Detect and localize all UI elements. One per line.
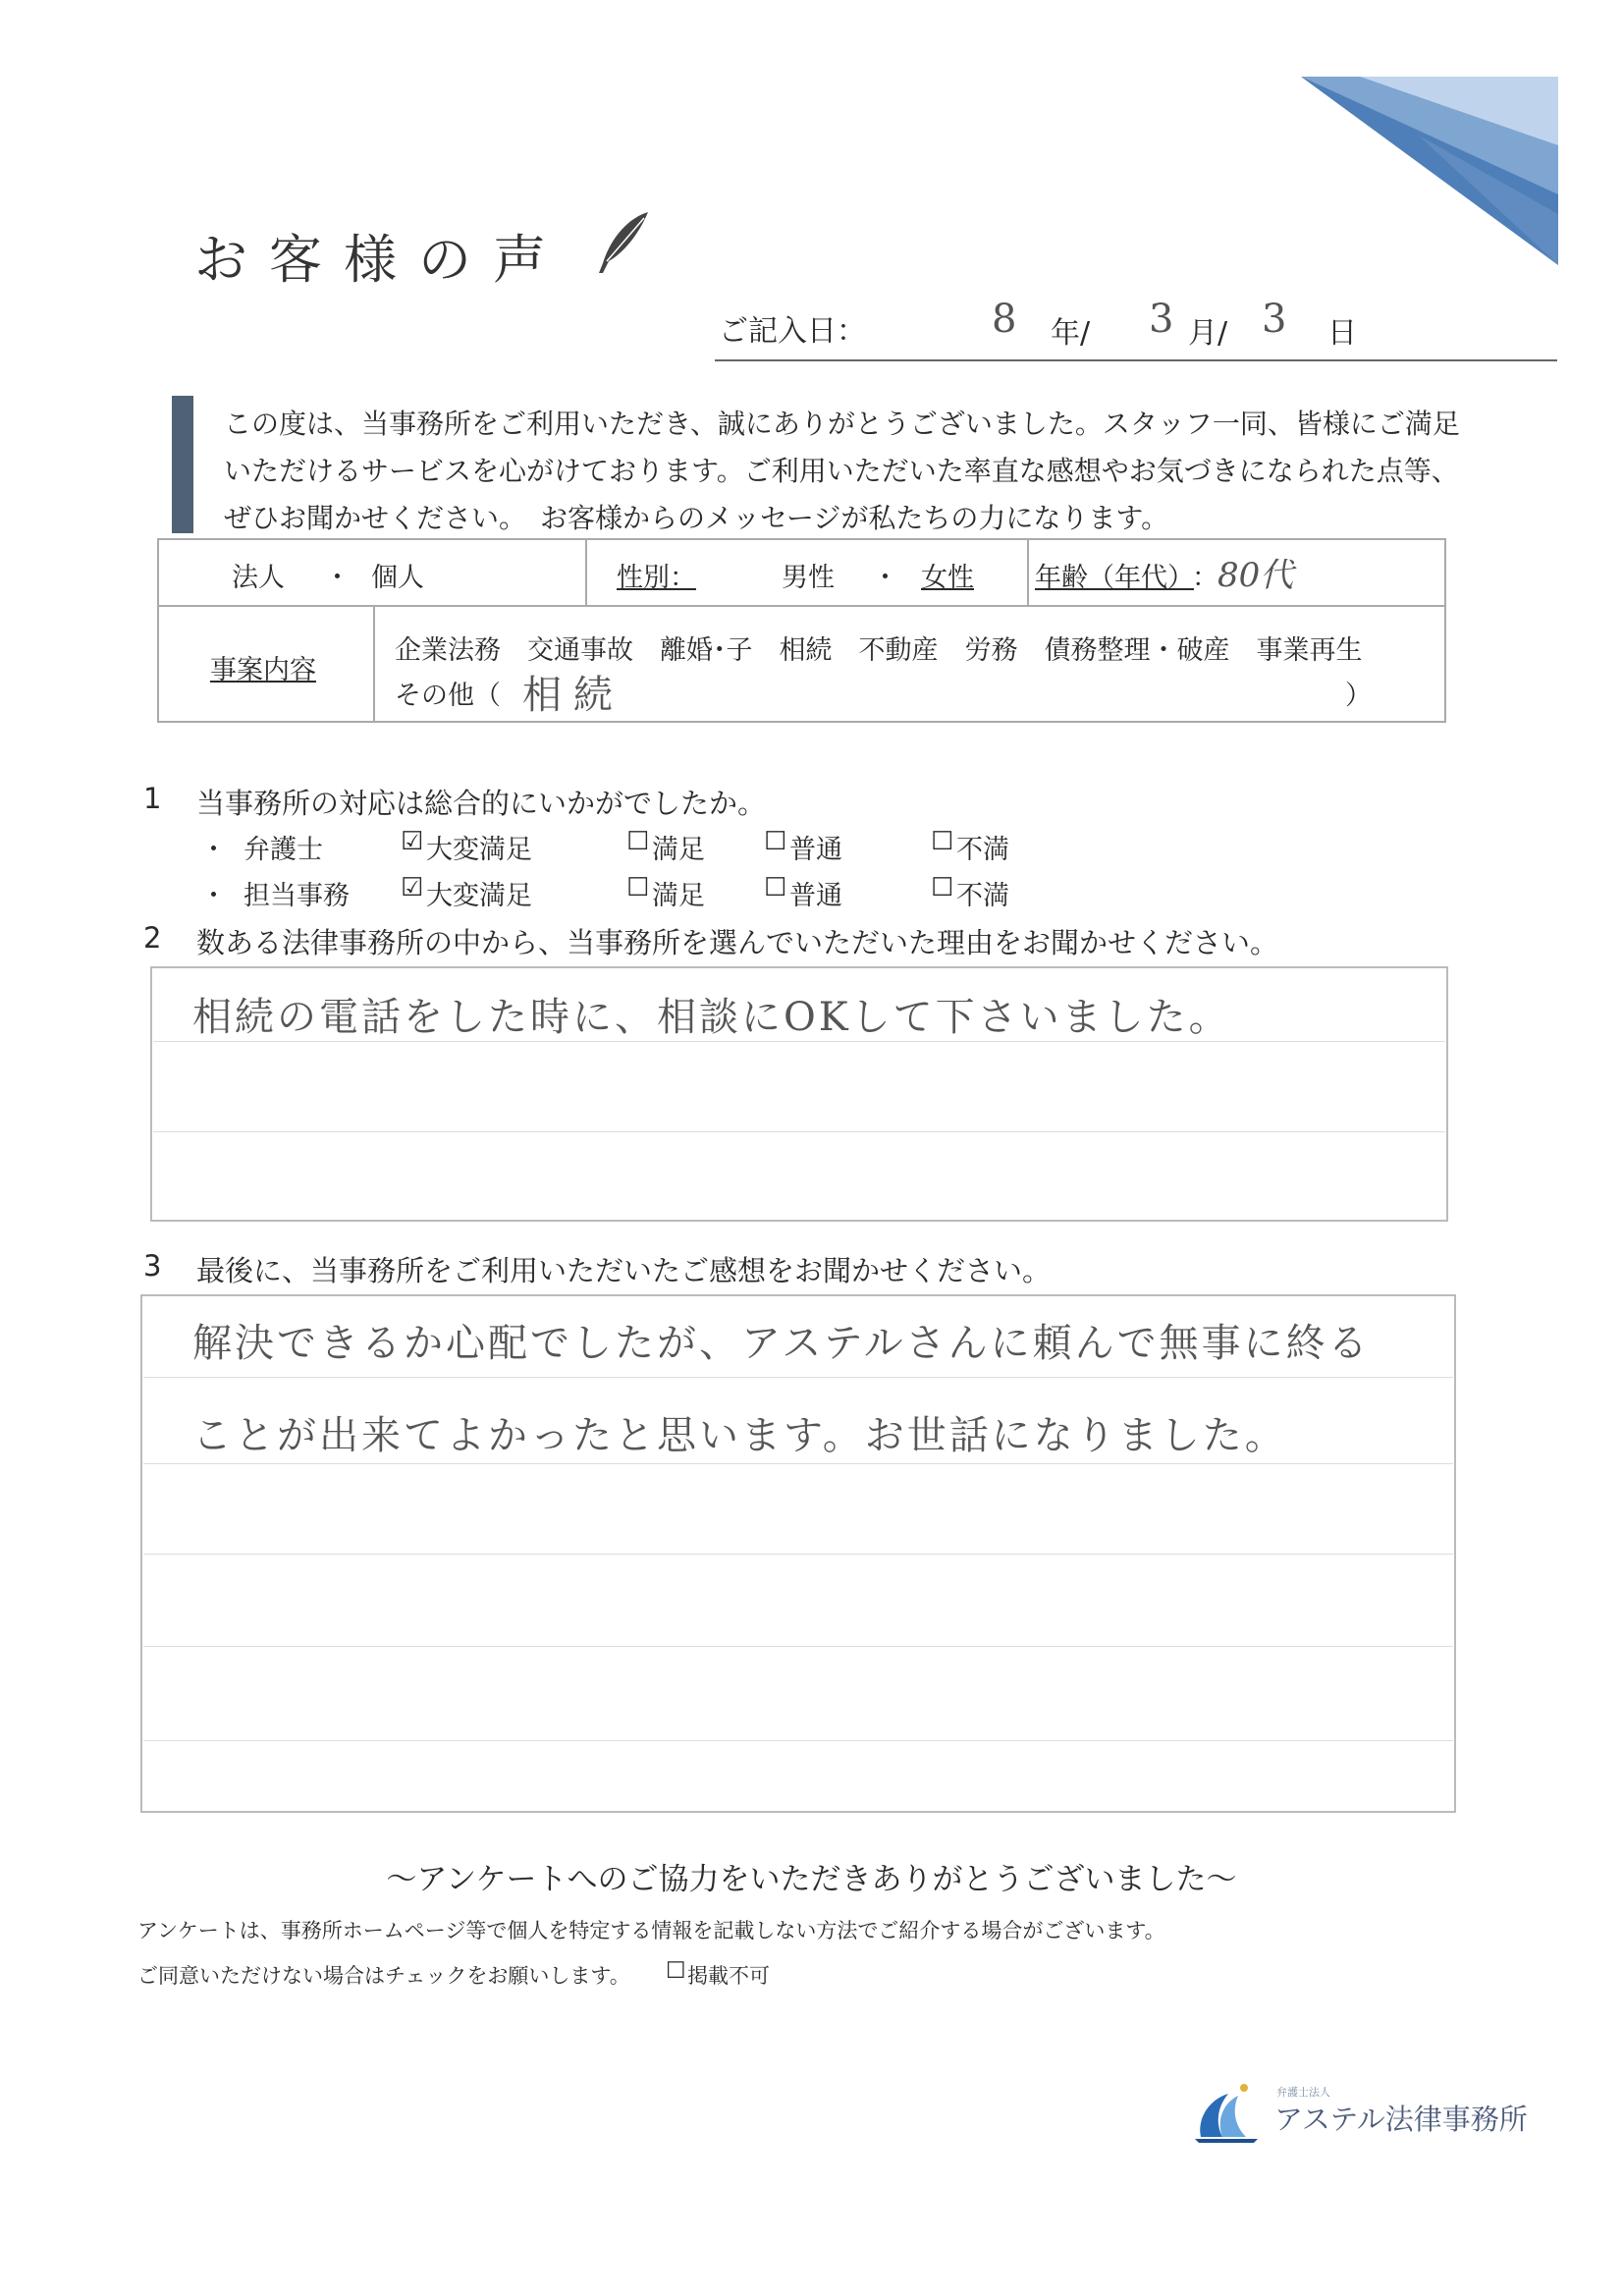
rule <box>143 1740 1453 1741</box>
case-label: 事案内容 <box>210 655 316 685</box>
q3-number: 3 <box>143 1249 162 1283</box>
q1-row1-option-very-satisfied: 大変満足 <box>426 835 532 865</box>
q1-row1-option-normal: 普通 <box>789 835 842 865</box>
q1-row2-box-satisfied[interactable]: ☐ <box>626 873 650 902</box>
age-label: 年齢（年代） <box>1035 563 1194 593</box>
type-indiv: 個人 <box>371 563 424 593</box>
q1-row1-bullet: ・ <box>200 835 227 865</box>
q1-row2-option-very-satisfied: 大変満足 <box>426 881 532 911</box>
type-sep: ・ <box>324 563 351 593</box>
rule <box>143 1646 1453 1647</box>
type-corp: 法人 <box>232 563 285 593</box>
case-other-close: ） <box>1345 681 1372 711</box>
firm-logo-icon <box>1193 2080 1262 2145</box>
intro-line-1: この度は、当事務所をご利用いただき、誠にありがとうございました。スタッフ一同、皆様にご満足 <box>224 408 1460 440</box>
divider <box>373 605 375 723</box>
divider <box>585 538 587 607</box>
date-label: ご記入日： <box>719 314 866 349</box>
q1-row1-box-satisfied[interactable]: ☐ <box>626 827 650 856</box>
date-rule <box>715 359 1557 361</box>
q1-row2-option-normal: 普通 <box>789 881 842 911</box>
firm-name: アステル法律事務所 <box>1274 2103 1528 2136</box>
gender-female: 女性 <box>921 563 974 593</box>
page-title: お客様の声 <box>194 229 568 291</box>
intro-line-3: ぜひお聞かせください。 お客様からのメッセージが私たちの力になります。 <box>224 502 1169 534</box>
gender-male: 男性 <box>782 563 835 593</box>
intro-line-2: いただけるサービスを心がけております。ご利用いただいた率直な感想やお気づきになられた点等、 <box>224 455 1459 487</box>
q1-row2-label: 担当事務 <box>243 881 350 911</box>
quill-icon <box>589 208 654 277</box>
q1-row2-option-satisfied: 満足 <box>652 881 705 911</box>
q1-row1-box-dissatisfied[interactable]: ☐ <box>931 827 954 856</box>
q1-row1-option-satisfied: 満足 <box>652 835 705 865</box>
rule <box>143 1463 1453 1464</box>
age-colon: ： <box>1192 563 1218 593</box>
q1-row2-checked-box[interactable]: ☑ <box>401 873 424 902</box>
publish-note: アンケートは、事務所ホームページ等で個人を特定する情報を記載しない方法でご紹介する場合がございます。 <box>137 1919 1165 1942</box>
q1-number: 1 <box>143 782 162 815</box>
gender-label: 性別： <box>617 563 696 593</box>
consent-note: ご同意いただけない場合はチェックをお願いします。 <box>137 1964 630 1988</box>
q2-number: 2 <box>143 921 162 955</box>
q1-row1-option-dissatisfied: 不満 <box>956 835 1009 865</box>
q3-answer-line-1: 解決できるか心配でしたが、アステルさんに頼んで無事に終る <box>192 1321 1371 1366</box>
rule <box>153 1131 1445 1132</box>
gender-sep: ・ <box>872 563 898 593</box>
q1-row2-box-dissatisfied[interactable]: ☐ <box>931 873 954 902</box>
firm-type-label: 弁護士法人 <box>1276 2086 1330 2099</box>
q1-row2-option-dissatisfied: 不満 <box>956 881 1009 911</box>
q3-answer-line-2: ことが出来てよかったと思います。お世話になりました。 <box>192 1413 1287 1458</box>
q3-question: 最後に、当事務所をご利用いただいたご感想をお聞かせください。 <box>196 1254 1052 1287</box>
divider <box>1027 538 1029 607</box>
rule <box>143 1554 1453 1555</box>
date-month: 3 <box>1149 297 1174 342</box>
date-day: 3 <box>1262 297 1287 342</box>
q2-question: 数ある法律事務所の中から、当事務所を選んでいただいた理由をお聞かせください。 <box>196 926 1279 959</box>
thanks-message: ～アンケートへのご協力をいただきありがとうございました～ <box>386 1862 1237 1897</box>
case-other-label: その他（ <box>395 681 501 711</box>
no-publish-checkbox[interactable]: ☐ <box>666 1958 686 1984</box>
q1-row1-checked-box[interactable]: ☑ <box>401 827 424 856</box>
case-options: 企業法務 交通事故 離婚･子 相続 不動産 労務 債務整理・破産 事業再生 <box>395 635 1363 666</box>
date-year-unit: 年/ <box>1051 316 1091 351</box>
date-day-unit: 日 <box>1327 316 1357 351</box>
corner-decoration <box>1301 77 1558 265</box>
q1-row1-label: 弁護士 <box>243 835 323 865</box>
case-other-value: 相続 <box>522 673 624 718</box>
date-month-unit: 月/ <box>1188 316 1228 351</box>
q1-row1-box-normal[interactable]: ☐ <box>764 827 787 856</box>
q1-question: 当事務所の対応は総合的にいかがでしたか。 <box>196 787 767 820</box>
no-publish-label: 掲載不可 <box>687 1964 770 1988</box>
date-year: 8 <box>992 297 1017 342</box>
age-value: 80代 <box>1217 556 1294 595</box>
q1-row2-box-normal[interactable]: ☐ <box>764 873 787 902</box>
q1-row2-bullet: ・ <box>200 881 227 911</box>
intro-accent-bar <box>172 396 193 533</box>
rule <box>143 1377 1453 1378</box>
q2-answer-text: 相続の電話をした時に、相談にOKして下さいました。 <box>192 995 1231 1040</box>
